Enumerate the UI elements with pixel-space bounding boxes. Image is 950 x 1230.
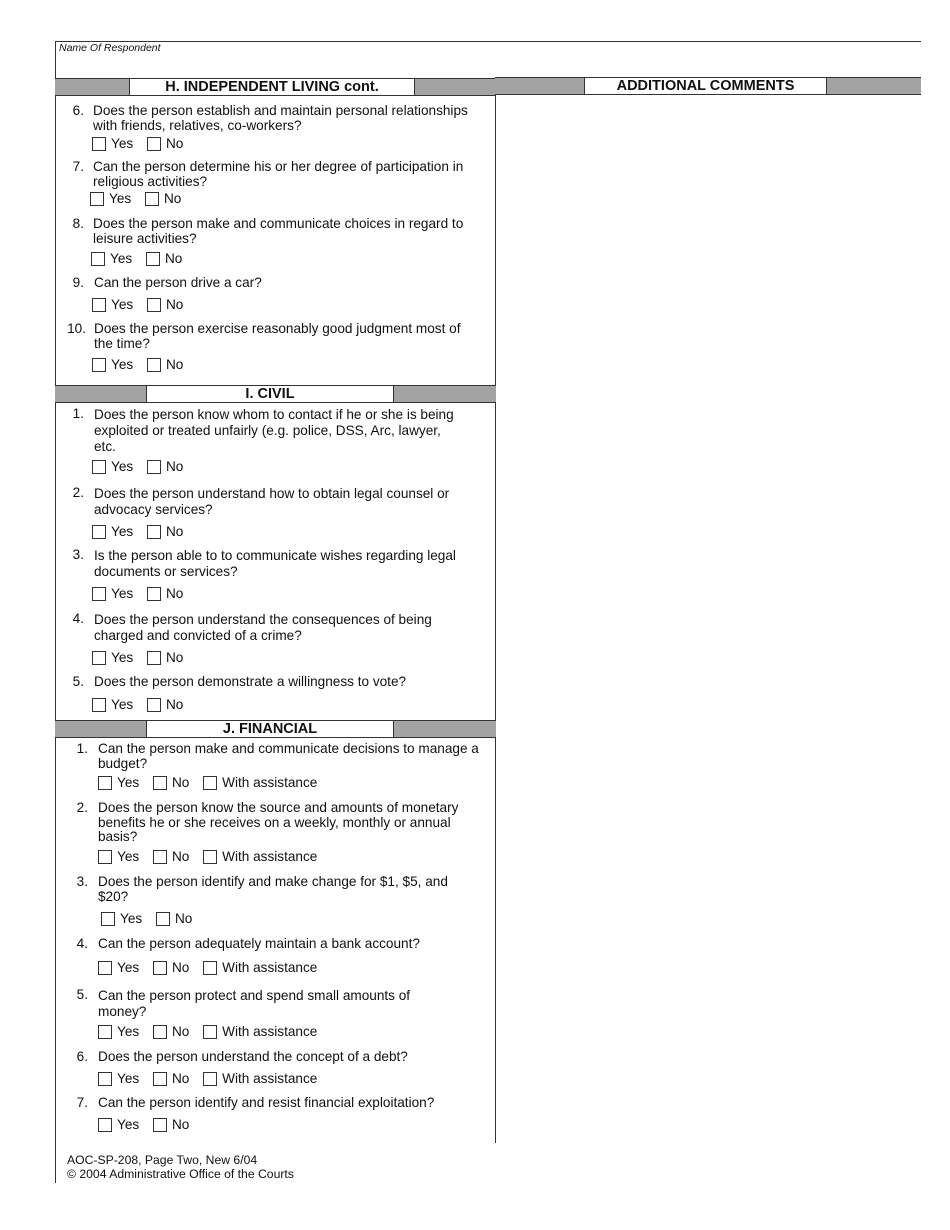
yes-label: Yes — [111, 697, 134, 712]
section-i-title: I. CIVIL — [146, 386, 394, 402]
no-option[interactable] — [147, 297, 183, 313]
no-checkbox[interactable] — [147, 460, 161, 474]
yes-label: Yes — [111, 297, 134, 312]
yes-option[interactable] — [92, 650, 133, 666]
answer-options-i3 — [92, 586, 193, 605]
yes-checkbox[interactable] — [98, 961, 112, 975]
yes-label: Yes — [111, 459, 134, 474]
question-text: Is the person able to to communicate wishes regarding legal documents or services? — [94, 548, 456, 579]
answer-options-h7 — [90, 191, 191, 210]
answer-options-h6 — [92, 136, 193, 155]
question-number: 6. — [72, 103, 84, 118]
no-option[interactable] — [146, 251, 182, 267]
no-checkbox[interactable] — [153, 1025, 167, 1039]
no-checkbox[interactable] — [156, 912, 170, 926]
answer-options-j2 — [98, 849, 327, 868]
assist-label: With assistance — [222, 960, 318, 975]
assist-checkbox[interactable] — [203, 1025, 217, 1039]
answer-options-j5 — [98, 1024, 327, 1043]
no-checkbox[interactable] — [147, 651, 161, 665]
yes-label: Yes — [117, 775, 140, 790]
question-number: 5. — [72, 674, 84, 689]
no-option[interactable] — [153, 1024, 189, 1040]
yes-label: Yes — [117, 849, 140, 864]
yes-checkbox[interactable] — [91, 252, 105, 266]
yes-option[interactable] — [98, 1024, 139, 1040]
no-label: No — [165, 524, 184, 539]
answer-options-h10 — [92, 357, 193, 376]
no-checkbox[interactable] — [153, 776, 167, 790]
no-label: No — [165, 136, 184, 151]
assist-option[interactable] — [203, 1071, 317, 1087]
no-checkbox[interactable] — [147, 698, 161, 712]
yes-option[interactable] — [98, 960, 139, 976]
question-number: 7. — [76, 1095, 88, 1110]
yes-label: Yes — [117, 1024, 140, 1039]
assist-label: With assistance — [222, 1024, 318, 1039]
yes-checkbox[interactable] — [92, 587, 106, 601]
no-option[interactable] — [147, 357, 183, 373]
left-rule — [55, 41, 56, 1183]
assist-option[interactable] — [203, 1024, 317, 1040]
respondent-name-label: Name Of Respondent — [59, 42, 161, 54]
no-label: No — [165, 586, 184, 601]
answer-options-j4 — [98, 960, 327, 979]
yes-checkbox[interactable] — [98, 1025, 112, 1039]
question-number: 3. — [76, 874, 88, 889]
yes-label: Yes — [111, 650, 134, 665]
question-text: Can the person make and communicate decisions to manage a budget? — [98, 741, 479, 771]
yes-label: Yes — [111, 586, 134, 601]
section-j-header — [55, 720, 496, 738]
column-divider — [495, 77, 496, 1143]
yes-checkbox[interactable] — [92, 358, 106, 372]
no-label: No — [165, 297, 184, 312]
yes-label: Yes — [117, 960, 140, 975]
answer-options-j1 — [98, 775, 327, 794]
no-label: No — [165, 650, 184, 665]
no-option[interactable] — [147, 697, 183, 713]
no-label: No — [171, 1071, 190, 1086]
yes-option[interactable] — [92, 297, 133, 313]
no-option[interactable] — [147, 586, 183, 602]
no-option[interactable] — [153, 849, 189, 865]
page-footer — [67, 1153, 294, 1181]
section-h-header — [55, 78, 496, 96]
assist-checkbox[interactable] — [203, 961, 217, 975]
assist-option[interactable] — [203, 775, 317, 791]
no-checkbox[interactable] — [146, 252, 160, 266]
no-option[interactable] — [153, 775, 189, 791]
question-number: 3. — [72, 547, 84, 562]
no-checkbox[interactable] — [147, 358, 161, 372]
yes-checkbox[interactable] — [92, 460, 106, 474]
no-checkbox[interactable] — [147, 137, 161, 151]
question-text: Does the person exercise reasonably good judgment most of the time? — [94, 321, 461, 351]
yes-label: Yes — [120, 911, 143, 926]
assist-label: With assistance — [222, 1071, 318, 1086]
yes-checkbox[interactable] — [92, 698, 106, 712]
no-option[interactable] — [147, 459, 183, 475]
left-rule-footer — [55, 1143, 56, 1183]
question-number: 5. — [76, 987, 88, 1002]
answer-options-i1 — [92, 459, 193, 478]
assist-label: With assistance — [222, 775, 318, 790]
comments-header — [495, 77, 921, 95]
copyright-notice: © 2004 Administrative Office of the Courts — [67, 1167, 294, 1181]
question-text: Does the person identify and make change for $1, $5, and $20? — [98, 874, 448, 904]
question-number: 9. — [72, 275, 84, 290]
yes-option[interactable] — [90, 191, 131, 207]
yes-option[interactable] — [92, 357, 133, 373]
no-label: No — [171, 775, 190, 790]
question-number: 8. — [72, 216, 84, 231]
answer-options-i5 — [92, 697, 193, 716]
assist-option[interactable] — [203, 849, 317, 865]
question-text: Can the person determine his or her degree of participation in religious activities? — [93, 159, 464, 189]
question-text: Can the person identify and resist financial exploitation? — [98, 1095, 435, 1110]
no-label: No — [174, 911, 193, 926]
yes-option[interactable] — [92, 697, 133, 713]
yes-option[interactable] — [101, 911, 142, 927]
question-text: Does the person establish and maintain personal relationships with friends, relatives, co-workers? — [93, 103, 468, 133]
no-option[interactable] — [156, 911, 192, 927]
yes-label: Yes — [111, 524, 134, 539]
no-checkbox[interactable] — [145, 192, 159, 206]
top-rule — [55, 41, 921, 42]
no-checkbox[interactable] — [147, 587, 161, 601]
question-text: Does the person know whom to contact if he or she is being exploited or treated unfairly (e.g. police, DSS, Arc, lawyer, etc. — [94, 407, 454, 454]
question-number: 1. — [72, 406, 84, 421]
answer-options-i2 — [92, 524, 193, 543]
question-number: 4. — [76, 936, 88, 951]
no-option[interactable] — [147, 136, 183, 152]
question-number: 10. — [67, 321, 86, 336]
yes-option[interactable] — [92, 586, 133, 602]
assist-label: With assistance — [222, 849, 318, 864]
yes-label: Yes — [109, 191, 132, 206]
no-option[interactable] — [147, 650, 183, 666]
assist-checkbox[interactable] — [203, 776, 217, 790]
question-text: Does the person know the source and amounts of monetary benefits he or she receives on a weekly, monthly or annual basis? — [98, 800, 459, 844]
question-text: Does the person demonstrate a willingness to vote? — [94, 674, 407, 689]
no-option[interactable] — [153, 960, 189, 976]
yes-option[interactable] — [98, 1117, 139, 1133]
no-label: No — [171, 960, 190, 975]
form-identifier: AOC-SP-208, Page Two, New 6/04 — [67, 1153, 258, 1167]
question-text: Can the person drive a car? — [94, 275, 262, 290]
answer-options-h8 — [91, 251, 192, 270]
question-text: Does the person make and communicate choices in regard to leisure activities? — [93, 216, 464, 246]
no-checkbox[interactable] — [147, 298, 161, 312]
question-number: 4. — [72, 611, 84, 626]
no-option[interactable] — [153, 1071, 189, 1087]
question-text: Does the person understand the concept of a debt? — [98, 1049, 408, 1064]
yes-option[interactable] — [92, 459, 133, 475]
question-number: 2. — [76, 800, 88, 815]
answer-options-i4 — [92, 650, 193, 669]
yes-checkbox[interactable] — [92, 525, 106, 539]
section-j-title: J. FINANCIAL — [146, 721, 394, 737]
comments-title: ADDITIONAL COMMENTS — [584, 78, 827, 94]
answer-options-j6 — [98, 1071, 327, 1090]
yes-label: Yes — [111, 136, 134, 151]
yes-label: Yes — [110, 251, 133, 266]
question-text: Does the person understand how to obtain legal counsel or advocacy services? — [94, 486, 450, 517]
no-label: No — [163, 191, 182, 206]
question-text: Can the person protect and spend small amounts of money? — [98, 988, 411, 1019]
yes-checkbox[interactable] — [92, 137, 106, 151]
no-label: No — [171, 1117, 190, 1132]
answer-options-j7 — [98, 1117, 199, 1136]
no-label: No — [171, 1024, 190, 1039]
section-i-header — [55, 385, 496, 403]
yes-checkbox[interactable] — [90, 192, 104, 206]
yes-checkbox[interactable] — [98, 776, 112, 790]
assist-option[interactable] — [203, 960, 317, 976]
assist-checkbox[interactable] — [203, 1072, 217, 1086]
yes-option[interactable] — [98, 849, 139, 865]
answer-options-j3 — [101, 911, 202, 930]
no-option[interactable] — [147, 524, 183, 540]
no-checkbox[interactable] — [153, 850, 167, 864]
question-number: 1. — [76, 741, 88, 756]
no-option[interactable] — [153, 1117, 189, 1133]
no-checkbox[interactable] — [153, 961, 167, 975]
no-checkbox[interactable] — [153, 1072, 167, 1086]
yes-checkbox[interactable] — [98, 1118, 112, 1132]
no-label: No — [165, 697, 184, 712]
yes-checkbox[interactable] — [92, 651, 106, 665]
question-number: 2. — [72, 485, 84, 500]
question-number: 6. — [76, 1049, 88, 1064]
yes-checkbox[interactable] — [98, 850, 112, 864]
answer-options-h9 — [92, 297, 193, 316]
no-label: No — [164, 251, 183, 266]
yes-option[interactable] — [91, 251, 132, 267]
no-label: No — [171, 849, 190, 864]
yes-option[interactable] — [92, 136, 133, 152]
yes-checkbox[interactable] — [98, 1072, 112, 1086]
yes-option[interactable] — [98, 1071, 139, 1087]
question-text: Can the person adequately maintain a bank account? — [98, 936, 420, 951]
yes-label: Yes — [111, 357, 134, 372]
section-h-title: H. INDEPENDENT LIVING cont. — [129, 79, 415, 95]
no-label: No — [165, 357, 184, 372]
yes-checkbox[interactable] — [92, 298, 106, 312]
question-text: Does the person understand the consequences of being charged and convicted of a crime? — [94, 612, 432, 643]
no-option[interactable] — [145, 191, 181, 207]
question-number: 7. — [72, 159, 84, 174]
yes-checkbox[interactable] — [101, 912, 115, 926]
assist-checkbox[interactable] — [203, 850, 217, 864]
yes-option[interactable] — [92, 524, 133, 540]
yes-option[interactable] — [98, 775, 139, 791]
no-checkbox[interactable] — [147, 525, 161, 539]
no-label: No — [165, 459, 184, 474]
no-checkbox[interactable] — [153, 1118, 167, 1132]
yes-label: Yes — [117, 1117, 140, 1132]
yes-label: Yes — [117, 1071, 140, 1086]
